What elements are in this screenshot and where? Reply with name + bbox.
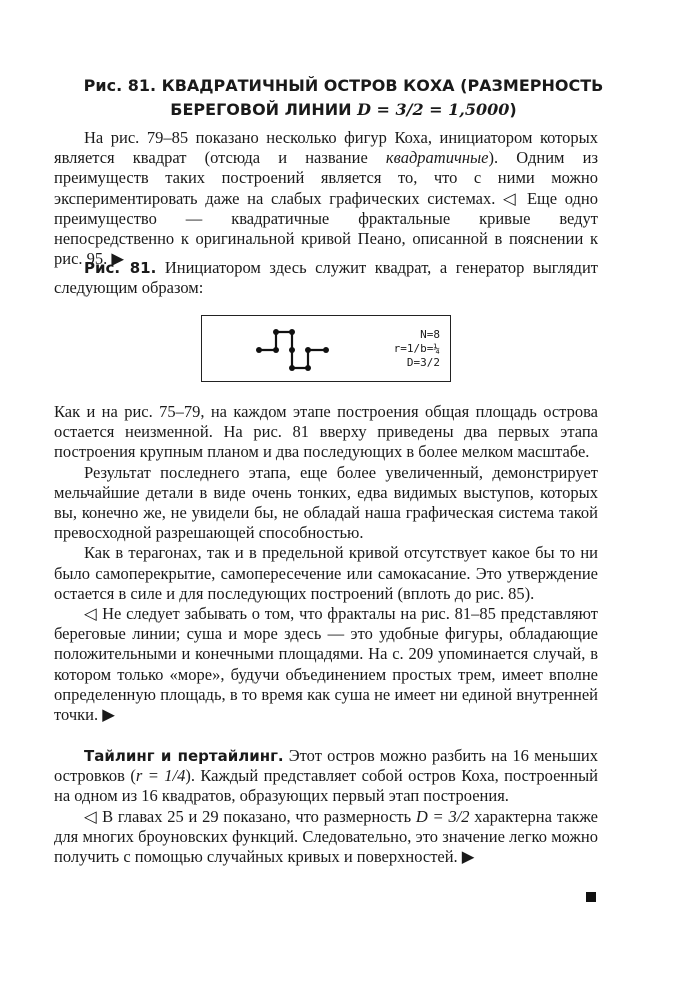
heading-dimension-formula: D = 3/2 = 1,5000 xyxy=(357,100,510,119)
heading-line-2-text: БЕРЕГОВОЙ ЛИНИИ xyxy=(170,100,358,119)
tiling-p2-text-b: характерна также для многих броуновских функций. Следовательно, это значение легко можно получить с помощью случайных кривых и поверхностей. ▶ xyxy=(54,806,598,867)
param-d: D=3/2 xyxy=(406,356,440,369)
intro-text-b: ). Одним из преимуществ таких построений является то, что с ними можно экспериментировать даже на слабых графических системах. ◁ Еще одно преимущество — квадратичные фрактальные кривые ведут непосредственно к оригинальной кривой Пеано, описанной в пояснении к рис. 95. ▶ xyxy=(54,148,598,269)
generator-vertex xyxy=(289,347,295,353)
body-paragraph-3: Как в терагонах, так и в предельной кривой отсутствует какое бы то ни было самоперекрытие, самопересечение или самокасание. Это утверждение остается в силе и для последующих построений (вплоть до рис. 85). xyxy=(54,543,598,603)
figure-caption-label: Рис. 81. xyxy=(84,259,157,277)
generator-vertex xyxy=(305,347,311,353)
figure-caption xyxy=(54,258,598,298)
tiling-ratio-formula: r = 1/4 xyxy=(135,766,186,786)
section-heading xyxy=(60,74,627,122)
main-body xyxy=(54,402,598,725)
param-r: r=1/b=¼ xyxy=(393,342,440,355)
heading-closing-paren: ) xyxy=(509,100,517,119)
tiling-paragraph-1 xyxy=(54,746,598,807)
figure-caption-section xyxy=(54,258,598,298)
tiling-text-b: ). Каждый представляет собой остров Коха, построенный на одном из 16 квадратов, образующих первый этап построения. xyxy=(54,766,598,806)
tiling-paragraph-2 xyxy=(54,807,598,868)
intro-text-a: На рис. 79–85 показано несколько фигур Коха, инициатором которых является квадрат (отсюда и название xyxy=(54,128,598,168)
tiling-p2-text-a: ◁ В главах 25 и 29 показано, что размерность xyxy=(84,806,416,826)
heading-line-1: Рис. 81. КВАДРАТИЧНЫЙ ОСТРОВ КОХА (РАЗМЕРНОСТЬ xyxy=(83,76,604,95)
heading-line-2 xyxy=(60,98,627,122)
generator-vertex xyxy=(273,329,279,335)
body-paragraph-4: ◁ Не следует забывать о том, что фракталы на рис. 81–85 представляют береговые линии; суша и море здесь — это удобные фигуры, обладающие положительными и конечными площадями. На с. 209 упоминается случай, в котором только «море», будучи объединением простых трем, имеет вполне определенную площадь, в то время как суша не имеет ни единой внутренней точки. ▶ xyxy=(54,604,598,725)
tiling-text-a: Этот остров можно разбить на 16 меньших островков ( xyxy=(54,746,598,786)
intro-section xyxy=(54,128,598,269)
intro-italic-term: квадратичные xyxy=(385,148,489,168)
generator-vertex xyxy=(323,347,329,353)
generator-vertex xyxy=(273,347,279,353)
figure-caption-text: Инициатором здесь служит квадрат, а генератор выглядит следующим образом: xyxy=(54,258,598,298)
koch-generator-figure xyxy=(201,315,451,382)
param-n: N=8 xyxy=(420,328,440,341)
intro-paragraph xyxy=(54,128,598,269)
generator-vertex xyxy=(305,365,311,371)
tiling-dimension-formula: D = 3/2 xyxy=(415,806,470,826)
generator-parameters xyxy=(394,328,440,370)
generator-vertex xyxy=(289,365,295,371)
generator-vertex xyxy=(289,329,295,335)
tiling-section xyxy=(54,746,598,867)
body-paragraph-2: Результат последнего этапа, еще более увеличенный, демонстрирует мельчайшие детали в виде очень тонких, едва видимых выступов, которых вы, конечно же, не увидели бы, не обладай наша графическая система такой превосходной разрешающей способностью. xyxy=(54,462,598,543)
end-of-section-mark xyxy=(586,892,596,902)
tiling-runin-heading: Тайлинг и пертайлинг. xyxy=(84,747,284,765)
body-paragraph-1: Как и на рис. 75–79, на каждом этапе построения общая площадь острова остается неизменной. На рис. 81 вверху приведены два первых этапа построения крупным планом и два последующих в более мелком масштабе. xyxy=(54,402,598,462)
generator-vertex xyxy=(256,347,262,353)
